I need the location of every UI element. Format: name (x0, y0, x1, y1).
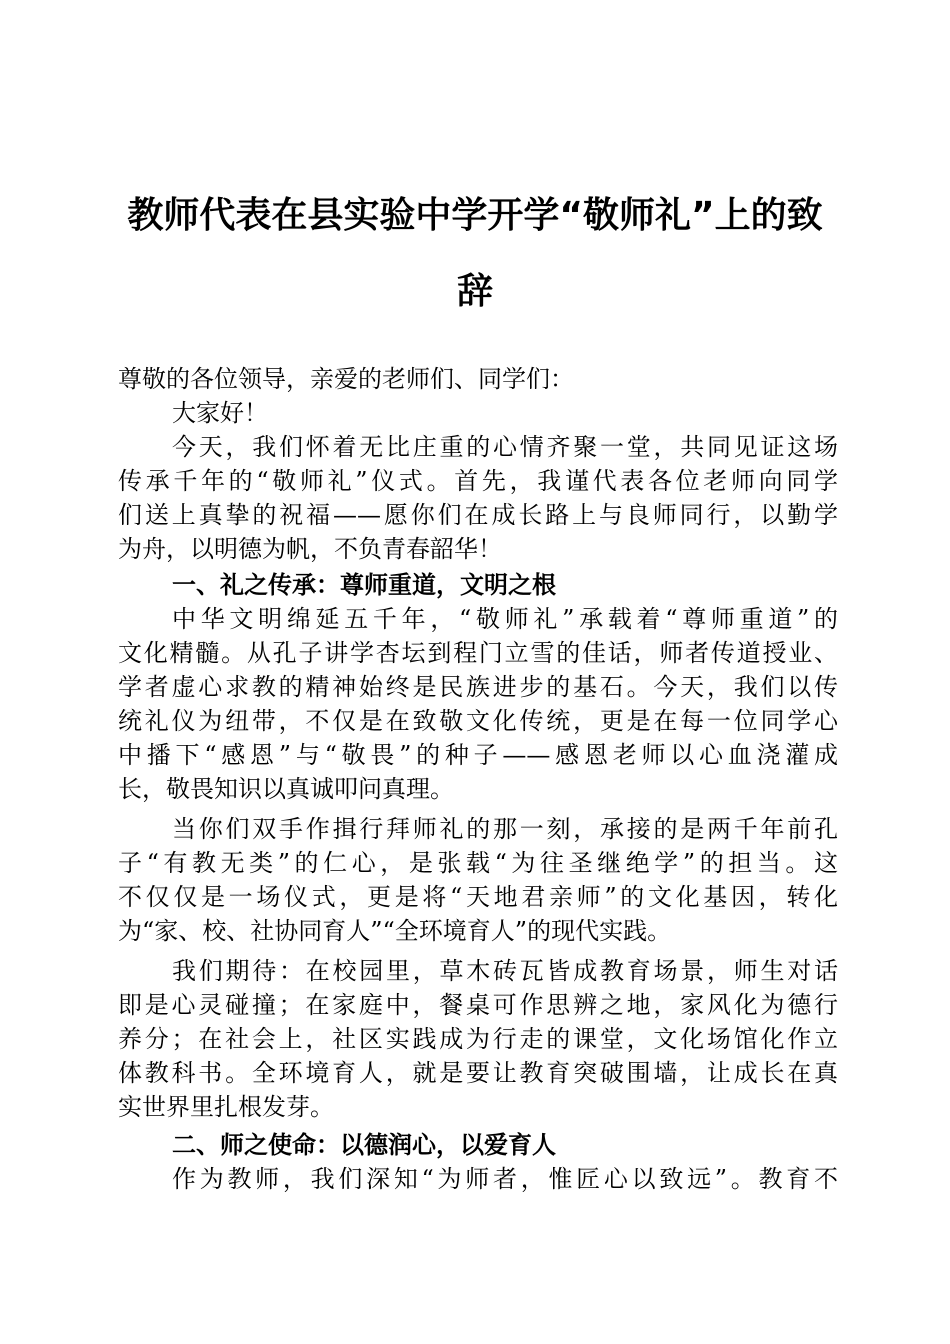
paragraph-3-line: 为“家、校、社协同育人”“全环境育人”的现代实践。 (118, 917, 672, 945)
greeting: 大家好！ (172, 399, 268, 427)
paragraph-1-line: 为舟，以明德为帆，不负青春韶华！ (118, 535, 502, 563)
paragraph-2-line: 统礼仪为纽带，不仅是在致敬文化传统，更是在每一位同学心 (118, 707, 838, 735)
paragraph-1-line: 传承千年的“敬师礼”仪式。首先，我谨代表各位老师向同学 (118, 467, 838, 495)
salutation: 尊敬的各位领导，亲爱的老师们、同学们： (118, 365, 574, 393)
paragraph-3-line: 子“有教无类”的仁心，是张载“为往圣继绝学”的担当。这 (118, 849, 838, 877)
paragraph-2-line: 文化精髓。从孔子讲学杏坛到程门立雪的佳话，师者传道授业、 (118, 639, 838, 667)
paragraph-1-line: 今天，我们怀着无比庄重的心情齐聚一堂，共同见证这场 (172, 433, 838, 461)
paragraph-4-line: 我们期待：在校园里，草木砖瓦皆成教育场景，师生对话 (172, 957, 838, 985)
paragraph-2-line: 中华文明绵延五千年，“敬师礼”承载着“尊师重道”的 (172, 605, 838, 633)
paragraph-5-line: 作为教师，我们深知“为师者，惟匠心以致远”。教育不 (172, 1165, 838, 1193)
paragraph-4-line: 养分；在社会上，社区实践成为行走的课堂，文化场馆化作立 (118, 1025, 838, 1053)
paragraph-1-line: 们送上真挚的祝福——愿你们在成长路上与良师同行，以勤学 (118, 501, 838, 529)
paragraph-2-line: 中播下“感恩”与“敬畏”的种子——感恩老师以心血浇灌成 (118, 741, 838, 769)
paragraph-3-line: 不仅仅是一场仪式，更是将“天地君亲师”的文化基因，转化 (118, 883, 838, 911)
paragraph-2-line: 长，敬畏知识以真诚叩问真理。 (118, 775, 454, 803)
section-heading-2: 二、师之使命：以德润心，以爱育人 (172, 1131, 556, 1159)
document-title-line-1: 教师代表在县实验中学开学“敬师礼”上的致 (127, 195, 823, 236)
paragraph-4-line: 实世界里扎根发芽。 (118, 1093, 334, 1121)
section-heading-1: 一、礼之传承：尊师重道，文明之根 (172, 571, 556, 599)
paragraph-4-line: 体教科书。全环境育人，就是要让教育突破围墙，让成长在真 (118, 1059, 838, 1087)
paragraph-3-line: 当你们双手作揖行拜师礼的那一刻，承接的是两千年前孔 (172, 815, 838, 843)
paragraph-4-line: 即是心灵碰撞；在家庭中，餐桌可作思辨之地，家风化为德行 (118, 991, 838, 1019)
document-title-line-2: 辞 (456, 271, 493, 312)
paragraph-2-line: 学者虚心求教的精神始终是民族进步的基石。今天，我们以传 (118, 673, 838, 701)
